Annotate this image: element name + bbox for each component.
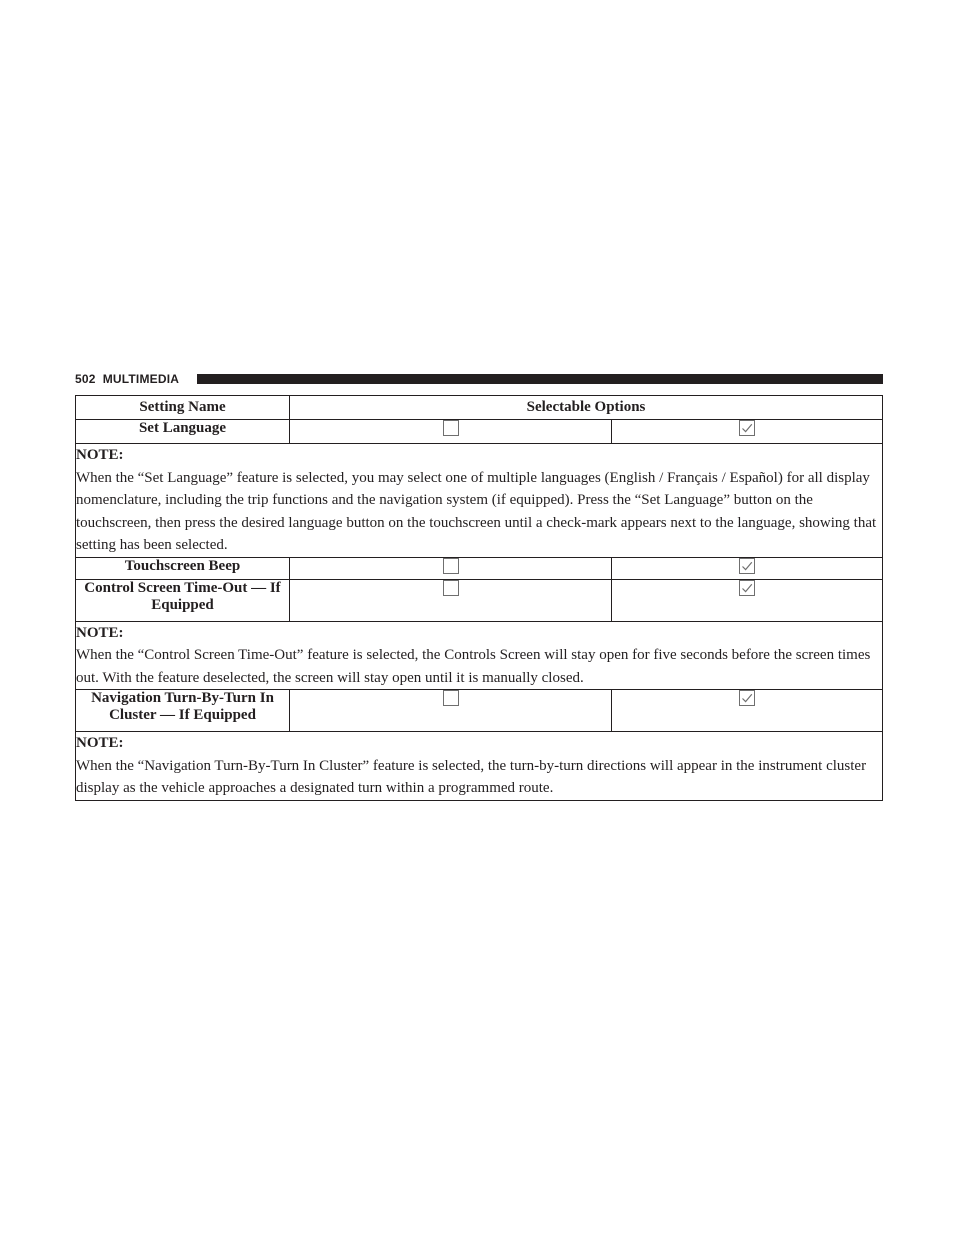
checkbox-checked-icon[interactable] — [739, 690, 755, 706]
column-header-selectable-options: Selectable Options — [290, 396, 883, 420]
checkbox-checked-icon[interactable] — [739, 420, 755, 436]
option-cell — [612, 420, 883, 444]
table-row — [76, 557, 883, 579]
note-row — [76, 621, 883, 690]
note-title: NOTE: — [76, 735, 124, 751]
option-cell — [290, 420, 612, 444]
checkbox-empty-icon[interactable] — [443, 690, 459, 706]
setting-name: Navigation Turn-By-Turn In Cluster — If Equipped — [76, 690, 290, 732]
setting-name: Control Screen Time-Out — If Equipped — [76, 579, 290, 621]
setting-name: Set Language — [76, 420, 290, 444]
option-cell — [612, 579, 883, 621]
note-cell — [76, 732, 883, 801]
page-number: 502 — [75, 372, 96, 386]
note-cell — [76, 621, 883, 690]
setting-name: Touchscreen Beep — [76, 557, 290, 579]
option-cell — [612, 557, 883, 579]
table-row — [76, 579, 883, 621]
page-number-section — [75, 372, 179, 386]
note-title: NOTE: — [76, 447, 124, 463]
table-row — [76, 420, 883, 444]
note-cell — [76, 444, 883, 558]
note-row — [76, 444, 883, 558]
settings-table — [75, 395, 883, 801]
note-text: When the “Control Screen Time-Out” feature is selected, the Controls Screen will stay open for five seconds before the screen times out. With the feature deselected, the screen will stay open until it is manually closed. — [76, 647, 871, 686]
table-row — [76, 690, 883, 732]
note-row — [76, 732, 883, 801]
header-rule — [197, 374, 883, 384]
section-title: MULTIMEDIA — [102, 372, 180, 386]
column-header-setting-name: Setting Name — [76, 396, 290, 420]
checkbox-empty-icon[interactable] — [443, 420, 459, 436]
checkbox-empty-icon[interactable] — [443, 558, 459, 574]
option-cell — [290, 690, 612, 732]
note-text: When the “Navigation Turn-By-Turn In Cluster” feature is selected, the turn-by-turn directions will appear in the instrument cluster display as the vehicle approaches a designated turn within a programmed route. — [76, 757, 867, 796]
checkbox-checked-icon[interactable] — [739, 580, 755, 596]
checkbox-empty-icon[interactable] — [443, 580, 459, 596]
option-cell — [290, 557, 612, 579]
table-header-row — [76, 396, 883, 420]
checkbox-checked-icon[interactable] — [739, 558, 755, 574]
page-header — [75, 370, 883, 390]
option-cell — [612, 690, 883, 732]
option-cell — [290, 579, 612, 621]
note-title: NOTE: — [76, 624, 124, 641]
note-text: When the “Set Language” feature is selected, you may select one of multiple languages (English / Français / Español) for all display nomenclature, including the trip functions and the navigation system (if equipped). Press the “Set Language” button on the touchscreen, then press the desired language button on the touchscreen until a check-mark appears next to the language, showing that setting has been selected. — [76, 469, 877, 553]
